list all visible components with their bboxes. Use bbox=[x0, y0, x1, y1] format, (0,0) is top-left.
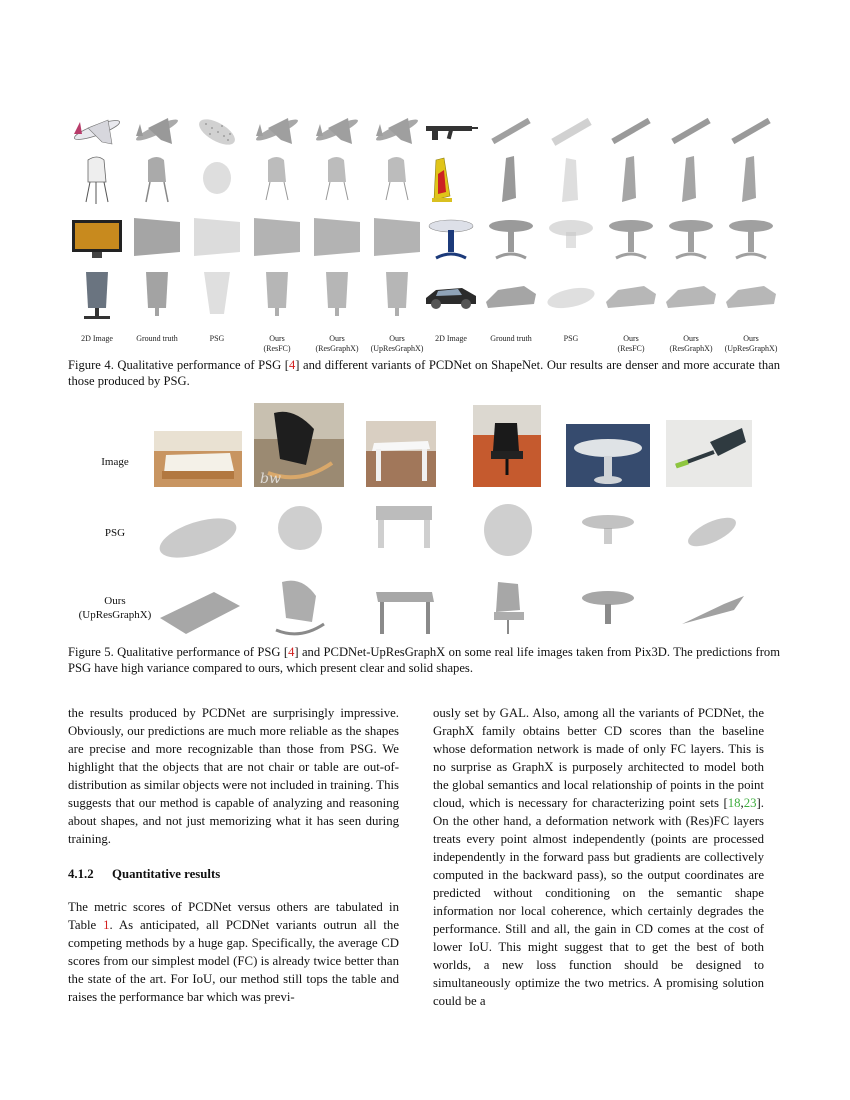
col-label-upresgraphx: Ours (UpResGraphX) bbox=[370, 334, 424, 353]
photo-spatula bbox=[666, 420, 752, 487]
section-title: Quantitative results bbox=[112, 867, 221, 881]
ours-rocking-chair-cloud bbox=[252, 574, 348, 638]
col-label-psg: PSG bbox=[209, 334, 225, 343]
car-image bbox=[422, 268, 480, 324]
left-paragraph-1: the results produced by PCDNet are surprisingly impressive. Obviously, our predictions are much more reliable as the shapes are precise and more recognizable than those from PSG. We highlight that the objects that are not chair or table are out-of-distribution as similar objects were not included in training. This suggests that our method is capable of analyzing and reasoning about shapes, and not just memorizing what it has seen during training. bbox=[68, 706, 400, 846]
cabinet-upresgraphx bbox=[368, 268, 426, 324]
chair-resfc bbox=[248, 152, 306, 208]
lamp-resgraphx bbox=[662, 152, 720, 208]
lamp-psg bbox=[542, 152, 600, 208]
psg-spatula-cloud bbox=[664, 500, 760, 564]
chair-ground-truth bbox=[128, 152, 186, 208]
monitor-ground-truth bbox=[128, 212, 186, 268]
section-heading bbox=[68, 865, 399, 883]
car-resgraphx bbox=[662, 268, 720, 324]
table-resgraphx bbox=[662, 212, 720, 268]
col-label-upresgraphx-2: Ours (UpResGraphX) bbox=[724, 334, 778, 353]
psg-rocking-chair-cloud bbox=[252, 498, 348, 562]
col-label-ground-truth-2: Ground truth bbox=[490, 334, 532, 343]
cabinet-psg bbox=[188, 268, 246, 324]
ours-round-table-cloud bbox=[560, 580, 656, 644]
table-resfc bbox=[602, 212, 660, 268]
psg-bed-cloud bbox=[150, 506, 246, 570]
photo-office-chair bbox=[473, 405, 541, 487]
ref-4-link[interactable]: 4 bbox=[288, 358, 296, 372]
row-label-psg: PSG bbox=[104, 527, 126, 539]
section-number: 4.1.2 bbox=[68, 867, 94, 881]
col-label-resgraphx: Ours (ResGraphX) bbox=[315, 334, 359, 353]
col-label-2d-image-2: 2D Image bbox=[435, 334, 467, 343]
figure-5-caption: Figure 5. Qualitative performance of PSG [4] and PCDNet-UpResGraphX on some real life images taken from Pix3D. The predictions from PSG have high variance compared to ours, which present clear and solid shapes. bbox=[68, 645, 781, 675]
cabinet-resgraphx bbox=[308, 268, 366, 324]
monitor-psg bbox=[188, 212, 246, 268]
monitor-upresgraphx bbox=[368, 212, 426, 268]
psg-office-chair-cloud bbox=[460, 498, 556, 562]
car-upresgraphx bbox=[722, 268, 780, 324]
col-label-2d-image: 2D Image bbox=[81, 334, 113, 343]
lamp-ground-truth bbox=[482, 152, 540, 208]
row-label-image: Image bbox=[101, 456, 129, 468]
lamp-resfc bbox=[602, 152, 660, 208]
chair-image bbox=[68, 152, 126, 208]
ours-white-table-cloud bbox=[356, 580, 452, 644]
figure-4-caption: Figure 4. Qualitative performance of PSG [4] and different variants of PCDNet on ShapeNet. Our results are denser and more accurate than those produced by PSG. bbox=[68, 358, 781, 388]
col-label-psg-2: PSG bbox=[563, 334, 579, 343]
monitor-resgraphx bbox=[308, 212, 366, 268]
left-column bbox=[68, 704, 399, 1006]
cite-18-link[interactable]: 18 bbox=[727, 796, 741, 810]
car-psg bbox=[542, 268, 600, 324]
monitor-resfc bbox=[248, 212, 306, 268]
lamp-image bbox=[422, 152, 480, 208]
col-label-ground-truth: Ground truth bbox=[136, 334, 178, 343]
psg-white-table-cloud bbox=[356, 498, 452, 562]
table-upresgraphx bbox=[722, 212, 780, 268]
row-label-ours: Ours (UpResGraphX) bbox=[78, 595, 152, 621]
photo-round-table bbox=[566, 424, 650, 487]
right-paragraph: ously set by GAL. Also, among all the variants of PCDNet, the GraphX family obtains better CD scores than the baseline whose deformation network is made of only FC layers. This is no surprise as GraphX is purposely architected to model both the global semantics and local relationship of points in the point cloud, which is necessary for characterizing point sets [18,23]. On the other hand, a deformation network with (Res)FC layers treats every point almost independently (points are processed independently in the forward pass but gradients are collectively computed in the backward pass), so the output coordinates are predicted without conditioning on the semantic shape information nor local coherence, which certainly degrades the performance. Still and all, the gain in CD comes at the cost of lower IoU. This might suggest that to get the best of both worlds, a new loss function should be designed to simultaneously optimize the two metrics. A promising solution could be a bbox=[433, 706, 764, 1008]
col-label-resfc: Ours (ResFC) bbox=[263, 334, 291, 353]
chair-upresgraphx bbox=[368, 152, 426, 208]
table-psg bbox=[542, 212, 600, 268]
left-paragraph-2: The metric scores of PCDNet versus others are tabulated in Table 1. As anticipated, all PCDNet variants outrun all the competing methods by a huge gap. Specifically, the average CD scores from our simplest model (FC) is already twice better than the state of the art. For IoU, our method still tops the table and raises the performance bar which was previ- bbox=[68, 900, 399, 1004]
car-ground-truth bbox=[482, 268, 540, 324]
photo-rocking-chair bbox=[254, 403, 344, 487]
right-column bbox=[433, 704, 764, 1010]
psg-round-table-cloud bbox=[560, 500, 656, 564]
ref-4-link-fig5[interactable]: 4 bbox=[288, 645, 295, 659]
lamp-upresgraphx bbox=[722, 152, 780, 208]
ours-bed-cloud bbox=[150, 578, 246, 642]
col-label-resfc-2: Ours (ResFC) bbox=[617, 334, 645, 353]
cabinet-image bbox=[68, 268, 126, 324]
ours-spatula-cloud bbox=[664, 580, 760, 644]
photo-watermark: bw bbox=[260, 471, 281, 487]
cite-23-link[interactable]: 23 bbox=[743, 796, 757, 810]
cabinet-ground-truth bbox=[128, 268, 186, 324]
table-ground-truth bbox=[482, 212, 540, 268]
photo-white-table bbox=[366, 421, 436, 487]
table-image bbox=[422, 212, 480, 268]
car-resfc bbox=[602, 268, 660, 324]
monitor-image bbox=[68, 212, 126, 268]
cabinet-resfc bbox=[248, 268, 306, 324]
figure-4 bbox=[68, 96, 780, 356]
ours-office-chair-cloud bbox=[460, 576, 556, 640]
col-label-resgraphx-2: Ours (ResGraphX) bbox=[669, 334, 713, 353]
photo-bed bbox=[154, 431, 242, 487]
table-1-link[interactable]: 1 bbox=[103, 918, 110, 932]
chair-resgraphx bbox=[308, 152, 366, 208]
chair-psg bbox=[188, 152, 246, 208]
